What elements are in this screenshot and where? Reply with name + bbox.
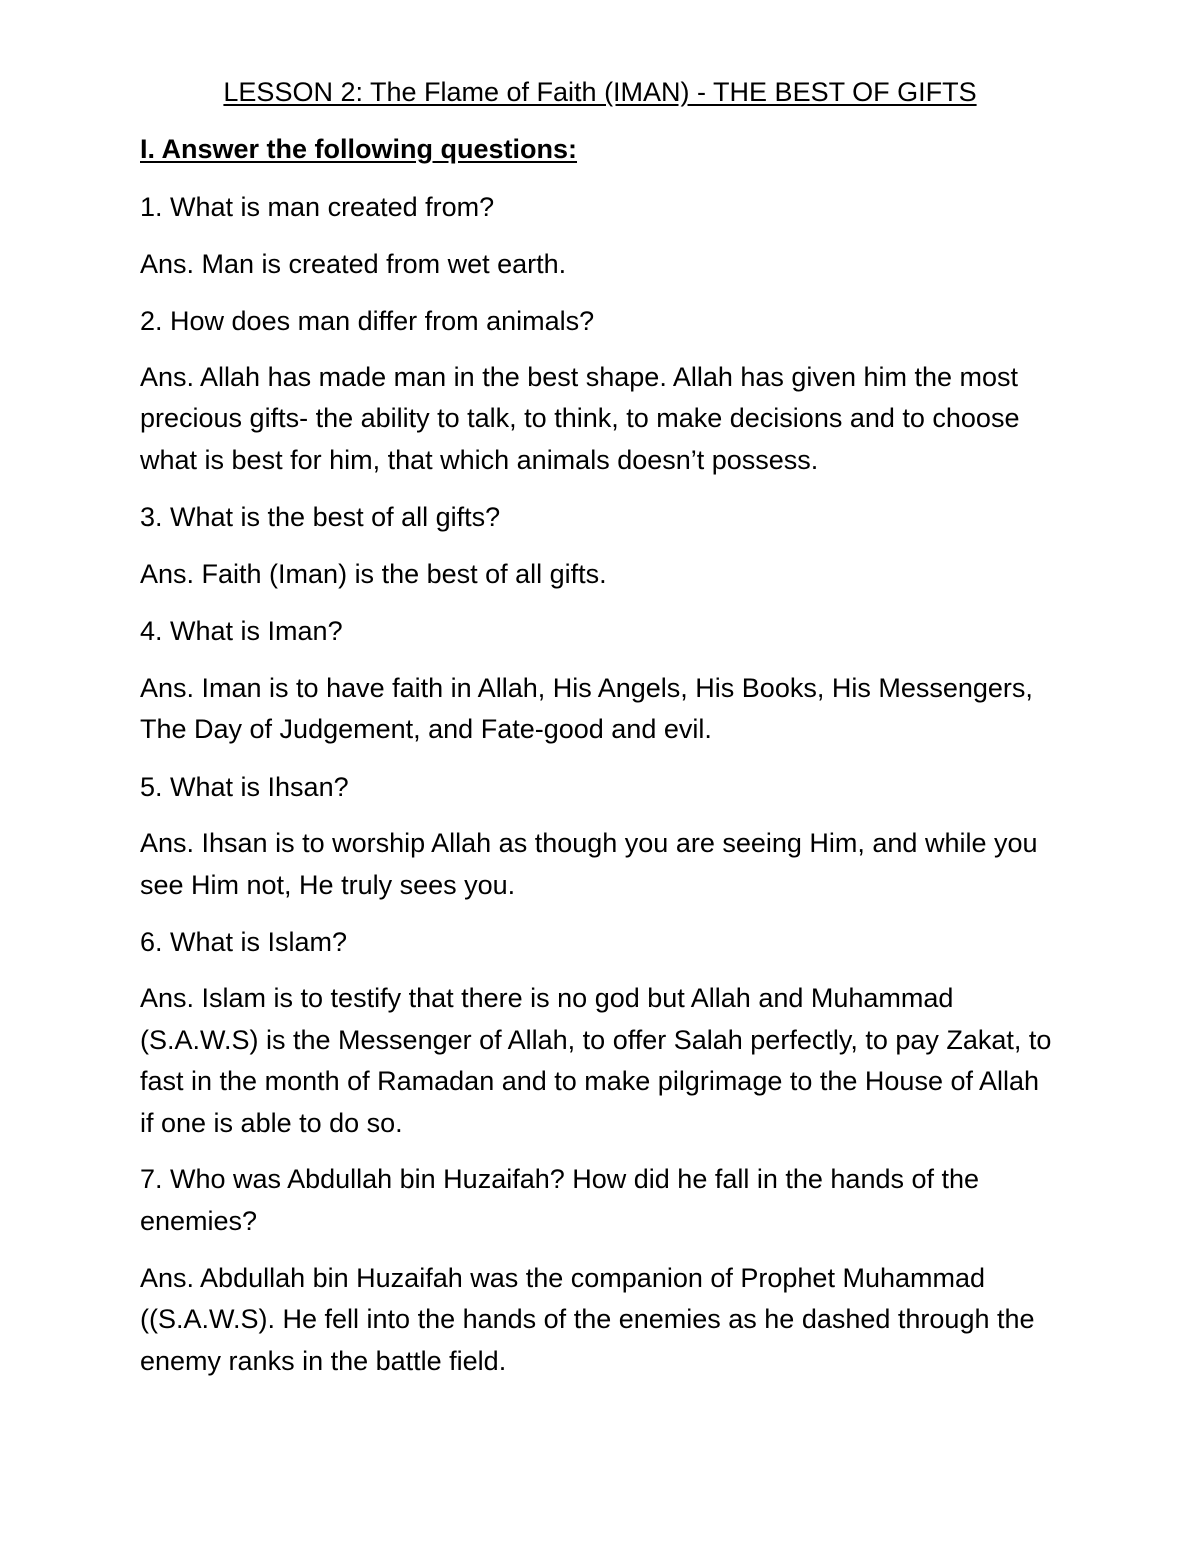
answer-2-line-2: precious gifts- the ability to talk, to think, to make decisions and to choose [140,403,1020,433]
answer-7-line-1: Ans. Abdullah bin Huzaifah was the companion of Prophet Muhammad [140,1263,986,1293]
answer-6-line-2: (S.A.W.S) is the Messenger of Allah, to offer Salah perfectly, to pay Zakat, to [140,1025,1052,1055]
section-heading: I. Answer the following questions: [140,134,578,164]
answer-4-line-1: Ans. Iman is to have faith in Allah, His Angels, His Books, His Messengers, [140,673,1033,703]
answer-3-line-1: Ans. Faith (Iman) is the best of all gifts. [140,559,607,589]
answer-6-line-1: Ans. Islam is to testify that there is no god but Allah and Muhammad [140,983,954,1013]
page-title: LESSON 2: The Flame of Faith (IMAN) - THE BEST OF GIFTS [223,77,977,107]
answer-5-line-1: Ans. Ihsan is to worship Allah as though you are seeing Him, and while you [140,828,1038,858]
answer-2-line-1: Ans. Allah has made man in the best shape. Allah has given him the most [140,362,1019,392]
question-1-line-1: 1. What is man created from? [140,192,495,222]
answer-6-line-4: if one is able to do so. [140,1108,403,1138]
question-7-line-2: enemies? [140,1206,258,1236]
answer-2-line-3: what is best for him, that which animals doesn’t possess. [140,445,819,475]
question-4-line-1: 4. What is Iman? [140,616,343,646]
question-6-line-1: 6. What is Islam? [140,927,348,957]
answer-7-line-3: enemy ranks in the battle field. [140,1346,507,1376]
question-7-line-1: 7. Who was Abdullah bin Huzaifah? How did he fall in the hands of the [140,1164,980,1194]
answer-4-line-2: The Day of Judgement, and Fate-good and evil. [140,714,712,744]
question-2-line-1: 2. How does man differ from animals? [140,306,595,336]
question-3-line-1: 3. What is the best of all gifts? [140,502,501,532]
answer-6-line-3: fast in the month of Ramadan and to make pilgrimage to the House of Allah [140,1066,1040,1096]
answer-1-line-1: Ans. Man is created from wet earth. [140,249,567,279]
answer-5-line-2: see Him not, He truly sees you. [140,870,516,900]
question-5-line-1: 5. What is Ihsan? [140,772,349,802]
answer-7-line-2: ((S.A.W.S). He fell into the hands of the enemies as he dashed through the [140,1304,1035,1334]
